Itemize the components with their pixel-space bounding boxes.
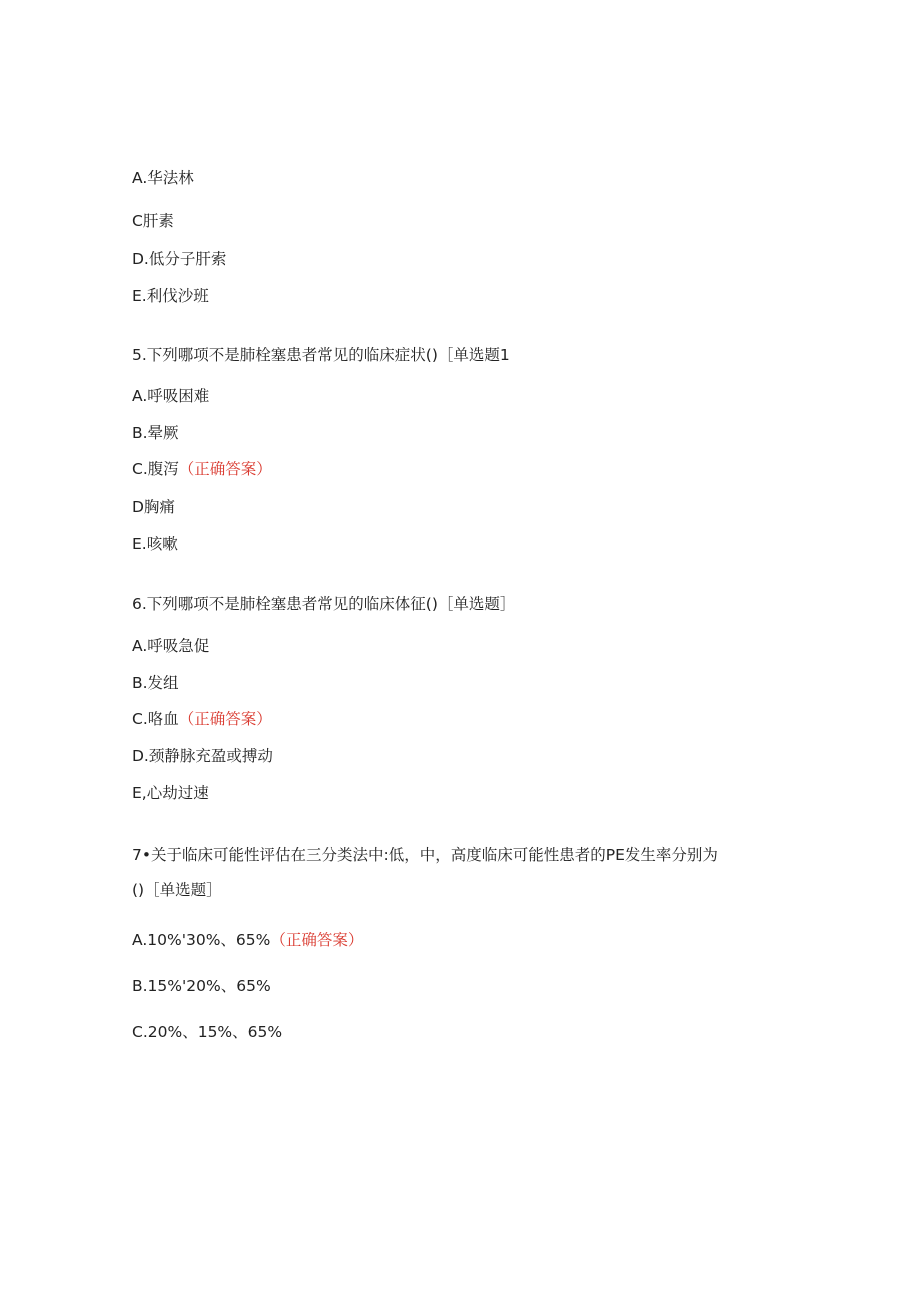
q7-option-a-text: A.10%'30%、65% [132, 931, 271, 949]
q4-option-d: D.低分子肝索 [132, 250, 227, 268]
q4-option-a: A.华法林 [132, 169, 194, 187]
q6-stem: 6.下列哪项不是肺栓塞患者常见的临床体征()［单选题］ [132, 595, 516, 613]
q5-stem: 5.下列哪项不是肺栓塞患者常见的临床症状()［单选题1 [132, 346, 510, 364]
q6-option-a: A.呼吸急促 [132, 637, 210, 655]
q4-option-e: E.利伐沙班 [132, 287, 209, 305]
q5-option-a: A.呼吸困难 [132, 387, 210, 405]
q6-option-c [132, 709, 272, 729]
q4-option-c: C肝素 [132, 212, 174, 230]
q7-option-b: B.15%'20%、65% [132, 977, 271, 995]
q7-stem-line1: 7•关于临床可能性评估在三分类法中:低，中，高度临床可能性患者的PE发生率分别为 [132, 846, 718, 864]
q6-option-c-text: C.咯血 [132, 710, 179, 728]
q7-option-c: C.20%、15%、65% [132, 1023, 283, 1041]
q7-correct-answer-mark: （正确答案） [270, 931, 364, 949]
q7-stem-line2: ()［单选题］ [132, 881, 222, 899]
q5-option-c-text: C.腹泻 [132, 460, 179, 478]
q6-option-e: E,心劫过速 [132, 784, 209, 802]
q6-option-b: B.发组 [132, 674, 179, 692]
q7-option-a [132, 930, 363, 950]
q5-option-e: E.咳嗽 [132, 535, 178, 553]
q6-correct-answer-mark: （正确答案） [178, 710, 272, 728]
q5-option-c [132, 459, 272, 479]
q5-option-b: B.晕厥 [132, 424, 179, 442]
q6-option-d: D.颈静脉充盈或搏动 [132, 747, 273, 765]
q5-correct-answer-mark: （正确答案） [178, 460, 272, 478]
q5-option-d: D胸痛 [132, 498, 175, 516]
